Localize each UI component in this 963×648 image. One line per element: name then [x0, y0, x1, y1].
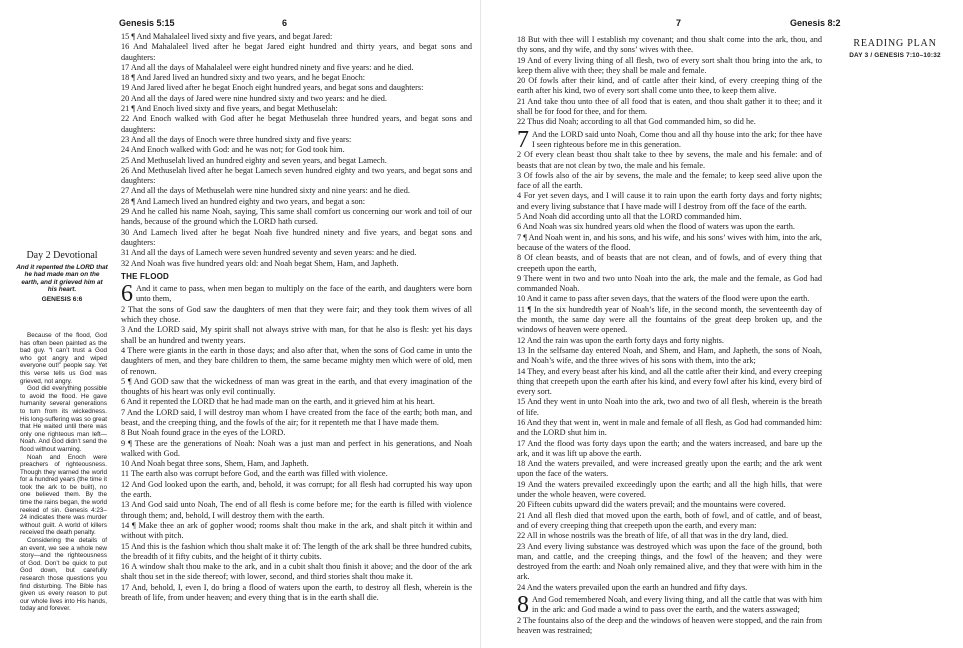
verse: 11 The earth also was corrupt before God, and the earth was filled with violence. [121, 469, 388, 479]
verse: 18 And the waters prevailed, and were increased greatly upon the earth; and the ark went upon the face of the waters. [517, 459, 822, 479]
verse: 11 ¶ In the six hundredth year of Noah’s life, in the second month, the seventeenth day of the month, the same day were all the fountains of the great deep broken up, and the windows of heaven were opened. [517, 304, 822, 335]
verse: 8 But Noah found grace in the eyes of the LORD. [121, 428, 286, 438]
verse: 13 In the selfsame day entered Noah, and Shem, and Ham, and Japheth, the sons of Noah, and Noah’s wife, and the three wives of his sons with them, into the ark; [517, 345, 822, 366]
devotional-box [16, 250, 108, 303]
verse: 12 And God looked upon the earth, and, behold, it was corrupt; for all flesh had corrupted his way upon the earth. [121, 479, 472, 500]
verse: 4 There were giants in the earth in those days; and also after that, when the sons of God came in unto the daughters of men, and they bare children to them, the same became mighty men which were of old, men of renown. [121, 345, 472, 376]
verse: 23 And every living substance was destroyed which was upon the face of the ground, both man, and cattle, and the creeping things, and the fowl of the heaven; and they were destroyed from the earth: and Noah only remained alive, and they that were with him in the ark. [517, 541, 822, 582]
running-header-reference: Genesis 5:15 [119, 18, 175, 28]
verse: 10 And Noah begat three sons, Shem, Ham, and Japheth. [121, 459, 309, 469]
verse: 21 And take thou unto thee of all food that is eaten, and thou shalt gather it to thee; and it shall be for food for thee, and for them. [517, 96, 822, 117]
verse: 2 Of every clean beast thou shalt take to thee by sevens, the male and his female: and of beasts that are not clean by two, the male and his female. [517, 150, 822, 170]
right-page [482, 0, 963, 648]
verse: 28 ¶ And Lamech lived an hundred eighty and two years, and begat a son: [121, 196, 366, 206]
verse: 29 And he called his name Noah, saying, This same shall comfort us concerning our work and toil of our hands, because of the ground which the LORD hath cursed. [121, 207, 472, 227]
devotional-paragraph: God did everything possible to avoid the flood. He gave humanity several generations to turn from its wickedness. His long-suffering was so great that He waited until there was only one righteous man left—Noah. And God didn’t send the flood without warning. [20, 385, 107, 453]
verse: 16 A window shalt thou make to the ark, and in a cubit shalt thou finish it above; and the door of the ark shalt thou set in the side thereof; with lower, second, and third stories shalt thou make it. [121, 562, 472, 582]
verse: 27 And all the days of Methuselah were nine hundred sixty and nine years: and he died. [121, 186, 410, 196]
chapter-first-verse: And God remembered Noah, and every living thing, and all the cattle that was with him in the ark: and God made a wind to pass over the earth, and the waters asswaged; [532, 595, 822, 615]
devotional-reference: GENESIS 6:6 [41, 295, 83, 303]
verse: 16 And Mahalaleel lived after he begat Jared eight hundred and thirty years, and begat sons and daughters: [121, 42, 472, 62]
verse: 16 And they that went in, went in male and female of all flesh, as God had commanded him: and the LORD shut him in. [517, 417, 822, 438]
verse: 23 And all the days of Enoch were three hundred sixty and five years: [121, 134, 352, 144]
verse: 20 Of fowls after their kind, and of cattle after their kind, of every creeping thing of the earth after his kind, two of every sort shall come unto thee, to keep them alive. [517, 76, 822, 96]
verse: 10 And it came to pass after seven days, that the waters of the flood were upon the earth. [517, 294, 810, 304]
verse: 9 ¶ These are the generations of Noah: Noah was a just man and perfect in his generations, and Noah walked with God. [121, 438, 472, 458]
chapter-number: 8 [517, 592, 529, 619]
verse: 20 And all the days of Jared were nine hundred sixty and two years: and he died. [121, 93, 387, 103]
verse: 25 And Methuselah lived an hundred eighty and seven years, and begat Lamech. [121, 155, 387, 165]
verse: 12 And the rain was upon the earth forty days and forty nights. [517, 335, 724, 345]
devotional-paragraph: Because of the flood, God has often been painted as the bad guy. “I can’t trust a God who got angry and wiped everyone out!” people say. Yet this verse tells us God was grieved, not angry. [20, 332, 107, 385]
verse: 32 And Noah was five hundred years old: and Noah begat Shem, Ham, and Japheth. [121, 258, 399, 268]
section-heading: THE FLOOD [121, 271, 170, 281]
verse: 14 ¶ Make thee an ark of gopher wood; rooms shalt thou make in the ark, and shalt pitch it within and without with pitch. [121, 520, 472, 541]
verse: 22 And Enoch walked with God after he begat Methuselah three hundred years, and begat sons and daughters: [121, 114, 472, 134]
verse: 21 And all flesh died that moved upon the earth, both of fowl, and of cattle, and of beast, and of every creeping thing that creepeth upon the earth, and every man: [517, 510, 822, 530]
devotional-title: Day 2 Devotional [26, 250, 98, 261]
page-number: 7 [676, 18, 682, 28]
verse: 15 And this is the fashion which thou shalt make it of: The length of the ark shall be three hundred cubits, the breadth of it fifty cubits, and the height of it thirty cubits. [121, 541, 472, 561]
verse: 24 And Enoch walked with God: and he was not; for God took him. [121, 145, 345, 155]
verse: 19 And the waters prevailed exceedingly upon the earth; and all the high hills, that were under the whole heaven, were covered. [517, 479, 822, 500]
page-number: 6 [282, 18, 288, 28]
verse: 9 There went in two and two unto Noah into the ark, the male and the female, as God had commanded Noah. [517, 273, 822, 294]
verse: 17 And, behold, I, even I, do bring a flood of waters upon the earth, to destroy all flesh, wherein is the breath of life, from under heaven; and every thing that is in the earth shall die. [121, 582, 472, 603]
reading-plan-box [830, 38, 960, 59]
chapter-first-verse: And it came to pass, when men began to multiply on the face of the earth, and daughters were born unto them, [136, 284, 472, 304]
scripture-column-right [517, 35, 822, 636]
verse: 2 The fountains also of the deep and the windows of heaven were stopped, and the rain from heaven was restrained; [517, 615, 823, 635]
verse-list [121, 32, 472, 269]
verse: 7 And the LORD said, I will destroy man whom I have created from the face of the earth; both man, and beast, and the creeping thing, and the fowls of the air; for it repenteth me that I have made them. [121, 407, 472, 427]
verse: 3 Of fowls also of the air by sevens, the male and the female; to keep seed alive upon the face of all the earth. [517, 170, 822, 191]
verse: 26 And Methuselah lived after he begat Lamech seven hundred eighty and two years, and begat sons and daughters: [121, 165, 472, 186]
verse-list [121, 305, 472, 604]
verse: 3 And the LORD said, My spirit shall not always strive with man, for that he also is flesh: yet his days shall be an hundred and twenty years. [121, 325, 472, 345]
verse: 20 Fifteen cubits upward did the waters prevail; and the mountains were covered. [517, 500, 786, 510]
chapter-first-verse: And the LORD said unto Noah, Come thou and all thy house into the ark; for thee have I seen righteous before me in this generation. [532, 129, 822, 149]
verse: 8 Of clean beasts, and of beasts that are not clean, and of fowls, and of every thing that creepeth upon the earth, [517, 253, 822, 273]
verse-list [517, 616, 822, 637]
verse: 18 But with thee will I establish my covenant; and thou shalt come into the ark, thou, and thy sons, and thy wife, and thy sons’ wives with thee. [517, 35, 822, 55]
verse: 30 And Lamech lived after he begat Noah five hundred ninety and five years, and begat sons and daughters: [121, 227, 472, 247]
verse: 5 And Noah did according unto all that the LORD commanded him. [517, 212, 742, 222]
verse: 15 ¶ And Mahalaleel lived sixty and five years, and begat Jared: [121, 32, 333, 41]
chapter-number: 6 [121, 281, 133, 308]
verse: 18 ¶ And Jared lived an hundred sixty and two years, and he begat Enoch: [121, 73, 366, 83]
scripture-column-left [121, 32, 472, 603]
chapter-6-opening [121, 281, 472, 308]
chapter-7-opening [517, 126, 822, 153]
verse: 4 For yet seven days, and I will cause it to rain upon the earth forty days and forty nights; and every living substance that I have made will I destroy from off the face of the earth. [517, 191, 822, 211]
chapter-number: 7 [517, 126, 529, 153]
verse: 6 And it repented the LORD that he had made man on the earth, and it grieved him at his heart. [121, 397, 435, 407]
running-header-reference: Genesis 8:2 [790, 18, 841, 28]
verse: 22 Thus did Noah; according to all that God commanded him, so did he. [517, 117, 756, 127]
verse: 17 And the flood was forty days upon the earth; and the waters increased, and bare up the ark, and it was lift up above the earth. [517, 438, 822, 458]
devotional-paragraph: Noah and Enoch were preachers of righteousness. Though they warned the world for a hundred years (the time it took the ark to be built), no one believed them. By the time the rains began, the world reeked of sin. Genesis 4:23–24 indicates there was murder without guilt. A world of killers received the death penalty. [20, 453, 107, 537]
chapter-8-opening [517, 592, 822, 619]
reading-plan-day: DAY 3 / GENESIS 7:10–10:32 [849, 52, 941, 59]
verse-list [517, 150, 822, 593]
verse: 5 ¶ And GOD saw that the wickedness of man was great in the earth, and that every imagination of the thoughts of his heart was only evil continually. [121, 376, 472, 397]
devotional-quote: And it repented the LORD that he had made man on the earth, and it grieved him at his heart. [16, 264, 108, 294]
verse: 7 ¶ And Noah went in, and his sons, and his wife, and his sons’ wives with him, into the ark, because of the waters of the flood. [517, 232, 822, 252]
verse: 24 And the waters prevailed upon the earth an hundred and fifty days. [517, 582, 748, 592]
devotional-paragraph: Considering the details of an event, we see a whole new story—and the righteousness of God. Don’t be quick to put God down, but carefully research those questions you find disturbing. The Bible has given us every reason to put our whole lives into His hands, today and forever. [20, 537, 107, 613]
verse: 15 And they went in unto Noah into the ark, two and two of all flesh, wherein is the breath of life. [517, 397, 822, 417]
devotional-body [20, 332, 107, 613]
verse: 22 All in whose nostrils was the breath of life, of all that was in the dry land, died. [517, 531, 789, 541]
verse: 19 And of every living thing of all flesh, two of every sort shalt thou bring into the ark, to keep them alive with thee; they shall be male and female. [517, 55, 822, 75]
verse: 17 And all the days of Mahalaleel were eight hundred ninety and five years: and he died. [121, 62, 414, 72]
verse-list [517, 35, 822, 128]
verse: 2 That the sons of God saw the daughters of men that they were fair; and they took them wives of all which they chose. [121, 304, 472, 325]
verse: 19 And Jared lived after he begat Enoch eight hundred years, and begat sons and daughters: [121, 83, 424, 93]
verse: 14 They, and every beast after his kind, and all the cattle after their kind, and every creeping thing that creepeth upon the earth after his kind, and every fowl after his kind, every bird of every sort. [517, 366, 822, 397]
verse: 6 And Noah was six hundred years old when the flood of waters was upon the earth. [517, 222, 795, 232]
verse: 31 And all the days of Lamech were seven hundred seventy and seven years: and he died. [121, 248, 417, 258]
verse: 21 ¶ And Enoch lived sixty and five years, and begat Methuselah: [121, 104, 338, 114]
reading-plan-title: READING PLAN [853, 38, 937, 49]
verse: 13 And God said unto Noah, The end of all flesh is come before me; for the earth is filled with violence through them; and, behold, I will destroy them with the earth. [121, 500, 472, 520]
